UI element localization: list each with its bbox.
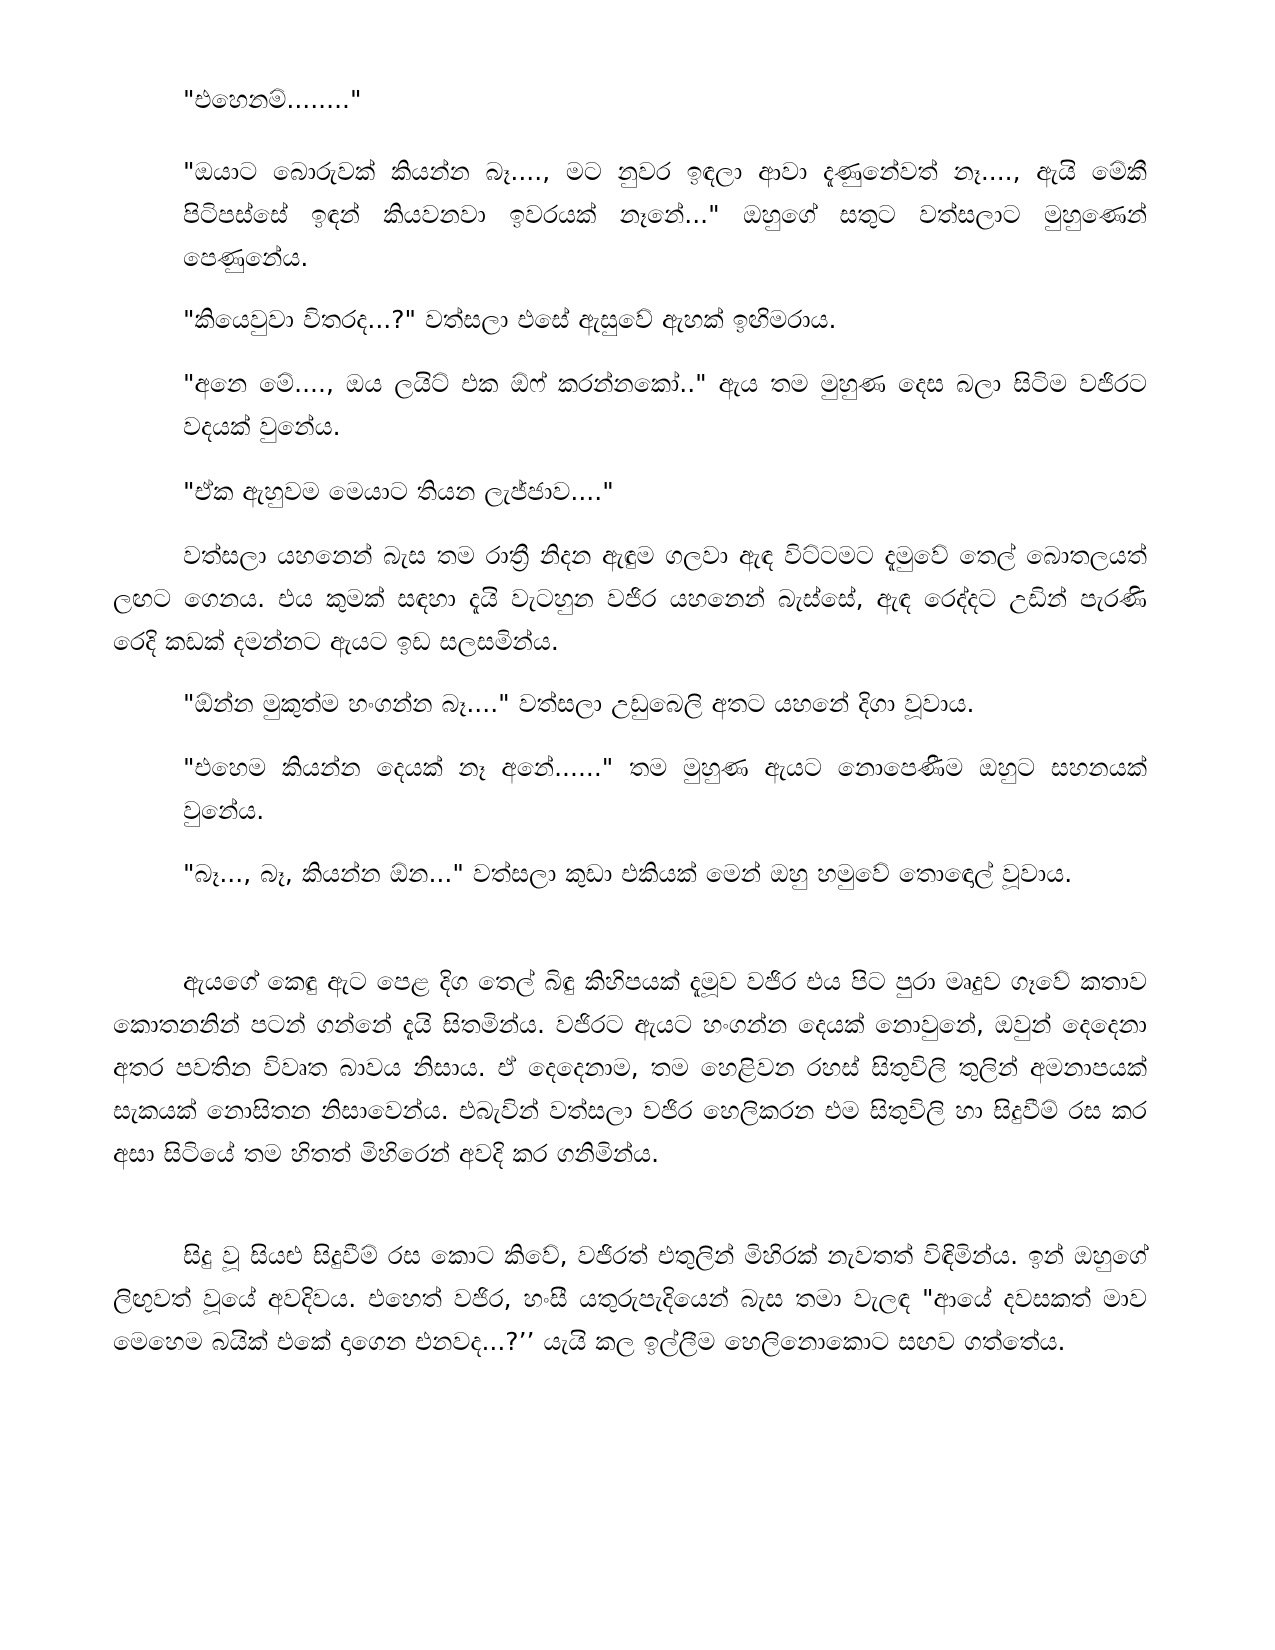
paragraph-6: වත්සලා යහනෙන් බැස තම රාත්‍රී නිදන ඇඳුම ගලවා ඇඳ විට්ටමට දැමුවේ තෙල් බොතලයත් ලඟට ගෙනය. එය කුමක් සඳහා දැයි වැටහුන වජිර යහනෙන් බැස්සේ, ඇඳ රෙද්දට උඩින් පැරණි රෙදි කඩක් දමන්නට ඇයට ඉඩ සලසමින්ය.: [113, 541, 1147, 656]
paragraph-10: ඇයගේ කෙඳු ඇට පෙළ දිග තෙල් බිඳු කිහිපයක් දැමූව වජිර එය පිට පුරා මෘදුව ගෑවේ කතාව කොතනනින් පටන් ගන්නේ දැයි සිතමින්ය. වජිරට ඇයට හංගන්න දෙයක් නොවුනේ, ඔවුන් දෙදෙනා අතර පවතින විවෘත බාවය නිසාය. ඒ දෙදෙනාම, තම හෙළිවන රහස් සිතුවිලි තුලින් අමනාපයක් සැකයක් නොසිතන නිසාවෙන්ය. එබැවින් වත්සලා වජිර හෙලිකරන එම සිතුවිලි හා සිදුවීම් රස කර අසා සිටියේ තම හිතත් මිහිරෙන් අවදි කර ගනිමින්ය.: [113, 967, 1147, 1168]
paragraph-4: "අනෙ මේ...., ඔය ලයිට් එක ඕෆ් කරන්නකෝ.." ඇය තම මුහුණ දෙස බලා සිටිම වජිරට වදයක් වුනේය.: [183, 369, 1147, 441]
paragraph-11: සිදු වූ සියළු සිදුවීම් රස කොට කිවේ, වජිරත් එතුලින් මිහිරක් නැවතත් විඳිමින්ය. ඉන් ඔහුගේ ලිඟුවත් වූයේ අවදිවය. එහෙත් වජිර, හංසී යතුරුපැදියෙන් බැස තමා වැලඳ "ආයේ දවසකත් මාව මෙහෙම බයික් එකේ දාගෙන එනවද...?’’ යැයි කල ඉල්ලීම හෙලිනොකොට සඟව ගත්තේය.: [113, 1241, 1147, 1356]
paragraph-1: "එහෙනම්........": [183, 85, 362, 114]
paragraph-8: "එහෙම කියන්න දෙයක් නෑ අනේ......" තම මුහුණ ඇයට නොපෙණීම ඔහුට සහනයක් වුනේය.: [183, 753, 1147, 825]
paragraph-5: "ඒක ඇහුවම මෙයාට තියන ලැජ්ජාව....": [183, 477, 614, 506]
paragraph-9: "බෑ..., බෑ, කියන්න ඕන..." වත්සලා කුඩා එකියක් මෙන් ඔහු හමුවේ තොඳොල් වූවාය.: [183, 859, 1073, 888]
paragraph-3: "කියෙවුවා විතරද...?" වත්සලා එසේ ඇසුවේ ඇහක් ඉඟිමරාය.: [183, 305, 837, 334]
paragraph-2: "ඔයාට බොරුවක් කියන්න බෑ...., මට නුවර ඉඳලා ආවා දැණුනේවත් නෑ...., ඇයි මේකී පිටිපස්සේ ඉඳන් කියවනවා ඉවරයක් නෑනේ..." ඔහුගේ සතුට වත්සලාට මුහුණෙන් පෙණුනේය.: [183, 157, 1147, 272]
paragraph-7: "ඕන්න මුකුත්ම හංගන්න බෑ...." වත්සලා උඩුබෙලි අතට යහනේ දිගා වූවාය.: [183, 689, 975, 718]
